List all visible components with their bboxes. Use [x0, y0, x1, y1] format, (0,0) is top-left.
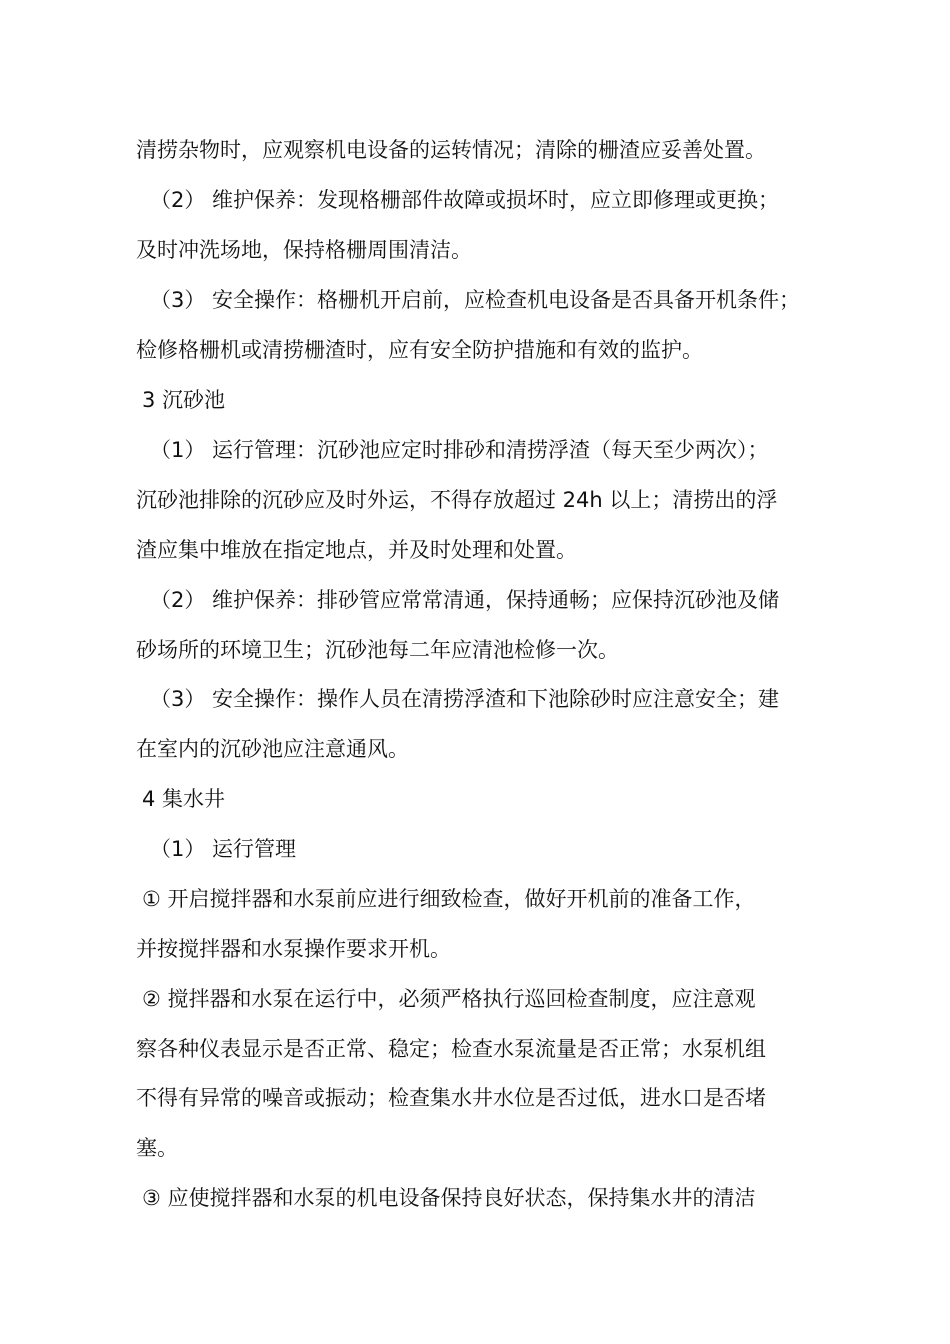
text-line: 并按搅拌器和水泵操作要求开机。 [136, 937, 451, 961]
text-line: （1） 运行管理：沉砂池应定时排砂和清捞浮渣（每天至少两次）； [150, 438, 769, 462]
text-line: （3） 安全操作：操作人员在清捞浮渣和下池除砂时应注意安全；建 [150, 687, 780, 711]
text-line: 渣应集中堆放在指定地点，并及时处理和处置。 [136, 538, 577, 562]
text-line: ① 开启搅拌器和水泵前应进行细致检查，做好开机前的准备工作， [142, 887, 756, 911]
section-heading: 3 沉砂池 [142, 388, 226, 412]
text-line: 及时冲洗场地，保持格栅周围清洁。 [136, 238, 472, 262]
text-line: ② 搅拌器和水泵在运行中，必须严格执行巡回检查制度，应注意观 [142, 987, 756, 1011]
text-line: （2） 维护保养：排砂管应常常清通，保持通畅；应保持沉砂池及储 [150, 588, 780, 612]
text-line: （2） 维护保养：发现格栅部件故障或损坏时，应立即修理或更换； [150, 188, 780, 212]
text-line: 察各种仪表显示是否正常、稳定；检查水泵流量是否正常；水泵机组 [136, 1037, 766, 1061]
text-line: 塞。 [136, 1136, 178, 1160]
text-line: 沉砂池排除的沉砂应及时外运，不得存放超过 24h 以上；清捞出的浮 [136, 488, 778, 512]
text-line: （3） 安全操作：格栅机开启前，应检查机电设备是否具备开机条件； [150, 288, 801, 312]
text-line: 检修格栅机或清捞栅渣时，应有安全防护措施和有效的监护。 [136, 338, 703, 362]
text-line: 清捞杂物时，应观察机电设备的运转情况；清除的栅渣应妥善处置。 [136, 138, 766, 162]
text-line: 不得有异常的噪音或振动；检查集水井水位是否过低，进水口是否堵 [136, 1086, 766, 1110]
section-heading: 4 集水井 [142, 787, 226, 811]
text-line: 在室内的沉砂池应注意通风。 [136, 737, 409, 761]
text-line: （1） 运行管理 [150, 837, 297, 861]
text-line: 砂场所的环境卫生；沉砂池每二年应清池检修一次。 [136, 638, 619, 662]
text-line: ③ 应使搅拌器和水泵的机电设备保持良好状态，保持集水井的清洁 [142, 1186, 756, 1210]
